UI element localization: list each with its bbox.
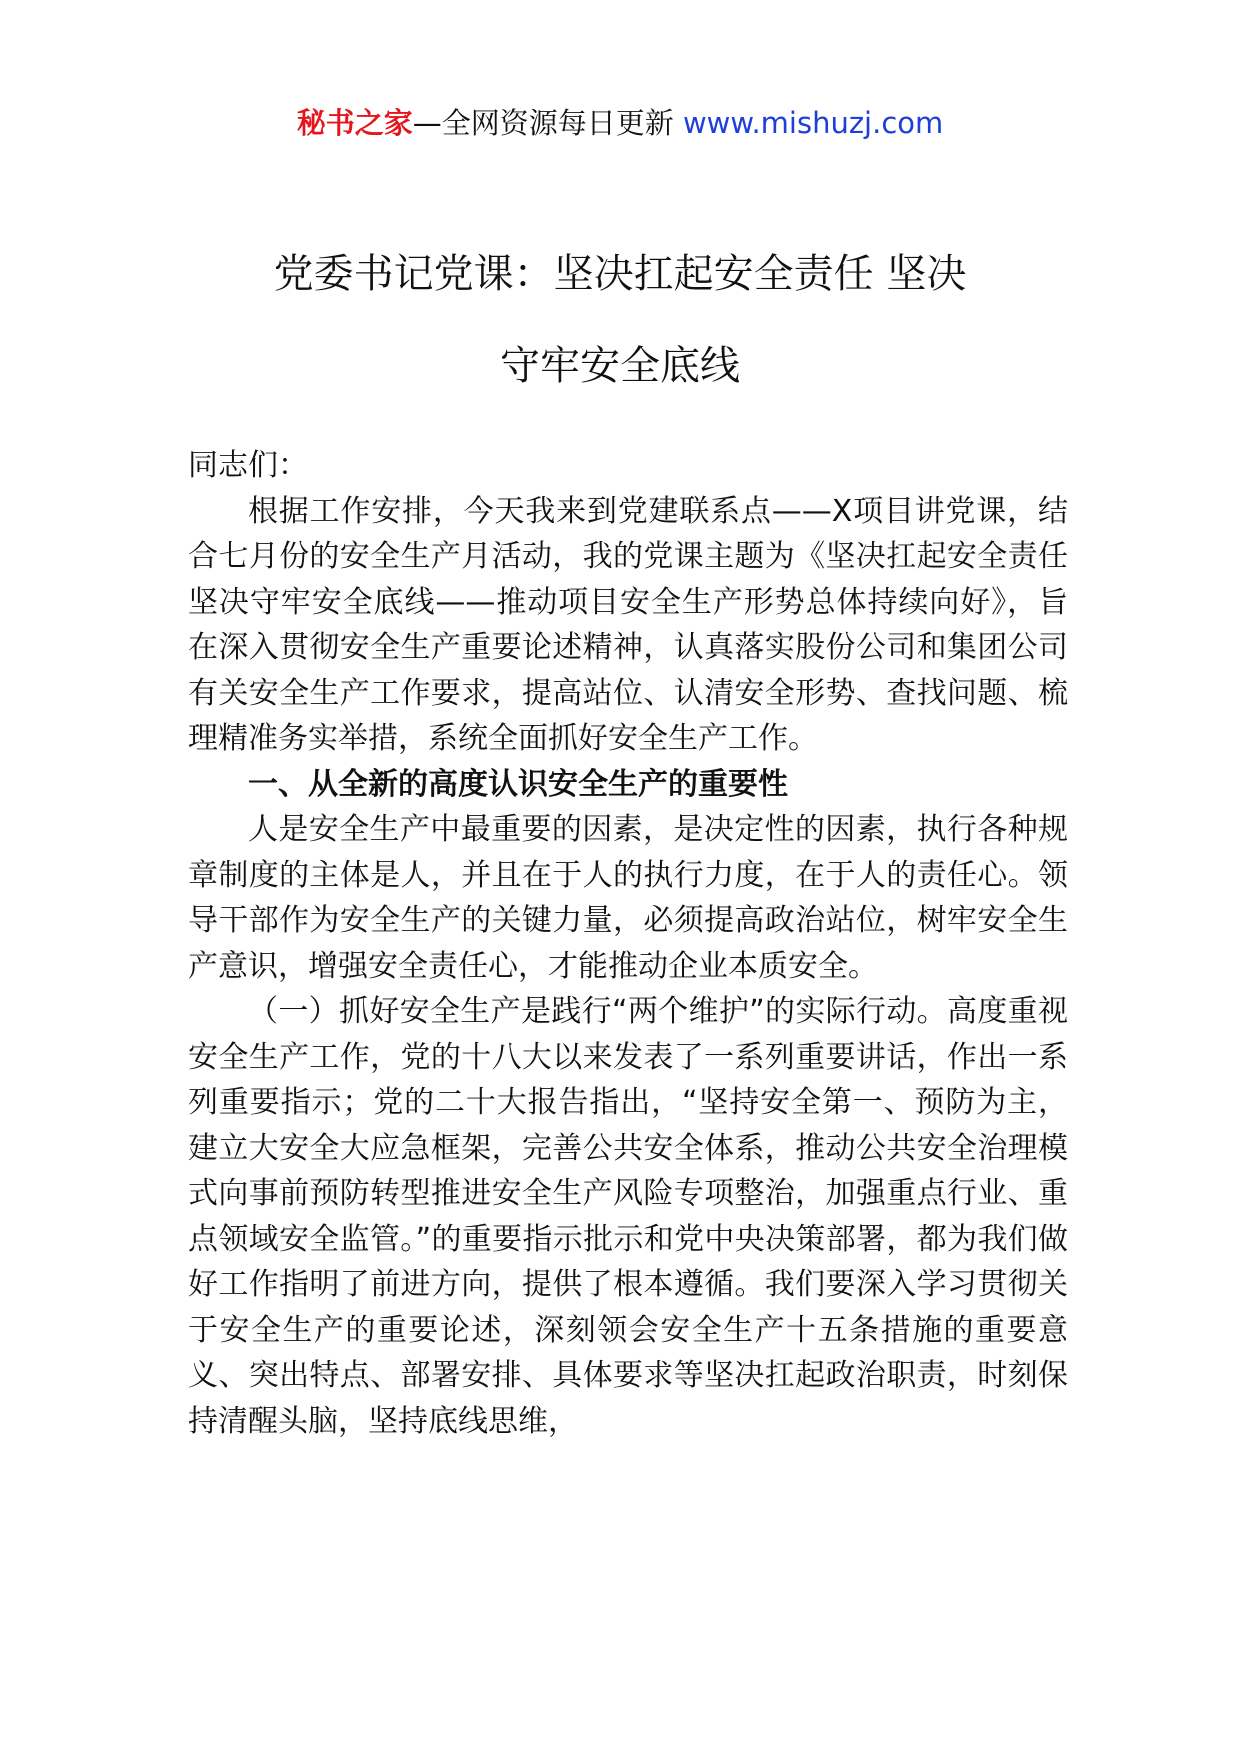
title-line-1: 党委书记党课：坚决扛起安全责任 坚决 [273,251,967,297]
header-brand: 秘书之家 [296,106,413,140]
document-title [0,228,1240,412]
header-url-link[interactable]: www.mishuzj.com [682,106,944,140]
paragraph-3: （一）抓好安全生产是践行“两个维护”的实际行动。高度重视安全生产工作，党的十八大以来发表了一系列重要讲话，作出一系列重要指示；党的二十大报告指出，“坚持安全第一、预防为主，建立大安全大应急框架，完善公共安全体系，推动公共安全治理模式向事前预防转型推进安全生产风险专项整治，加强重点行业、重点领域安全监管。”的重要指示批示和党中央决策部署，都为我们做好工作指明了前进方向，提供了根本遵循。我们要深入学习贯彻关于安全生产的重要论述，深刻领会安全生产十五条措施的重要意义、突出特点、部署安排、具体要求等坚决扛起政治职责，时刻保持清醒头脑，坚持底线思维， [188,994,1068,1439]
salutation: 同志们： [188,448,308,483]
paragraph-intro: 根据工作安排，今天我来到党建联系点——X项目讲党课，结合七月份的安全生产月活动，我的党课主题为《坚决扛起安全责任 坚决守牢安全底线——推动项目安全生产形势总体持续向好》，旨在深入贯彻安全生产重要论述精神，认真落实股份公司和集团公司有关安全生产工作要求，提高站位、认清安全形势、查找问题、梳理精准务实举措，系统全面抓好安全生产工作。 [188,493,1068,756]
page-header [0,101,1240,145]
document-body [188,443,1068,1444]
header-tagline: —全网资源每日更新 [412,106,683,140]
title-line-2: 守牢安全底线 [500,343,740,389]
section-heading-1: 一、从全新的高度认识安全生产的重要性 [248,766,788,802]
paragraph-2: 人是安全生产中最重要的因素，是决定性的因素，执行各种规章制度的主体是人，并且在于人的执行力度，在于人的责任心。领导干部作为安全生产的关键力量，必须提高政治站位，树牢安全生产意识，增强安全责任心，才能推动企业本质安全。 [188,812,1068,984]
